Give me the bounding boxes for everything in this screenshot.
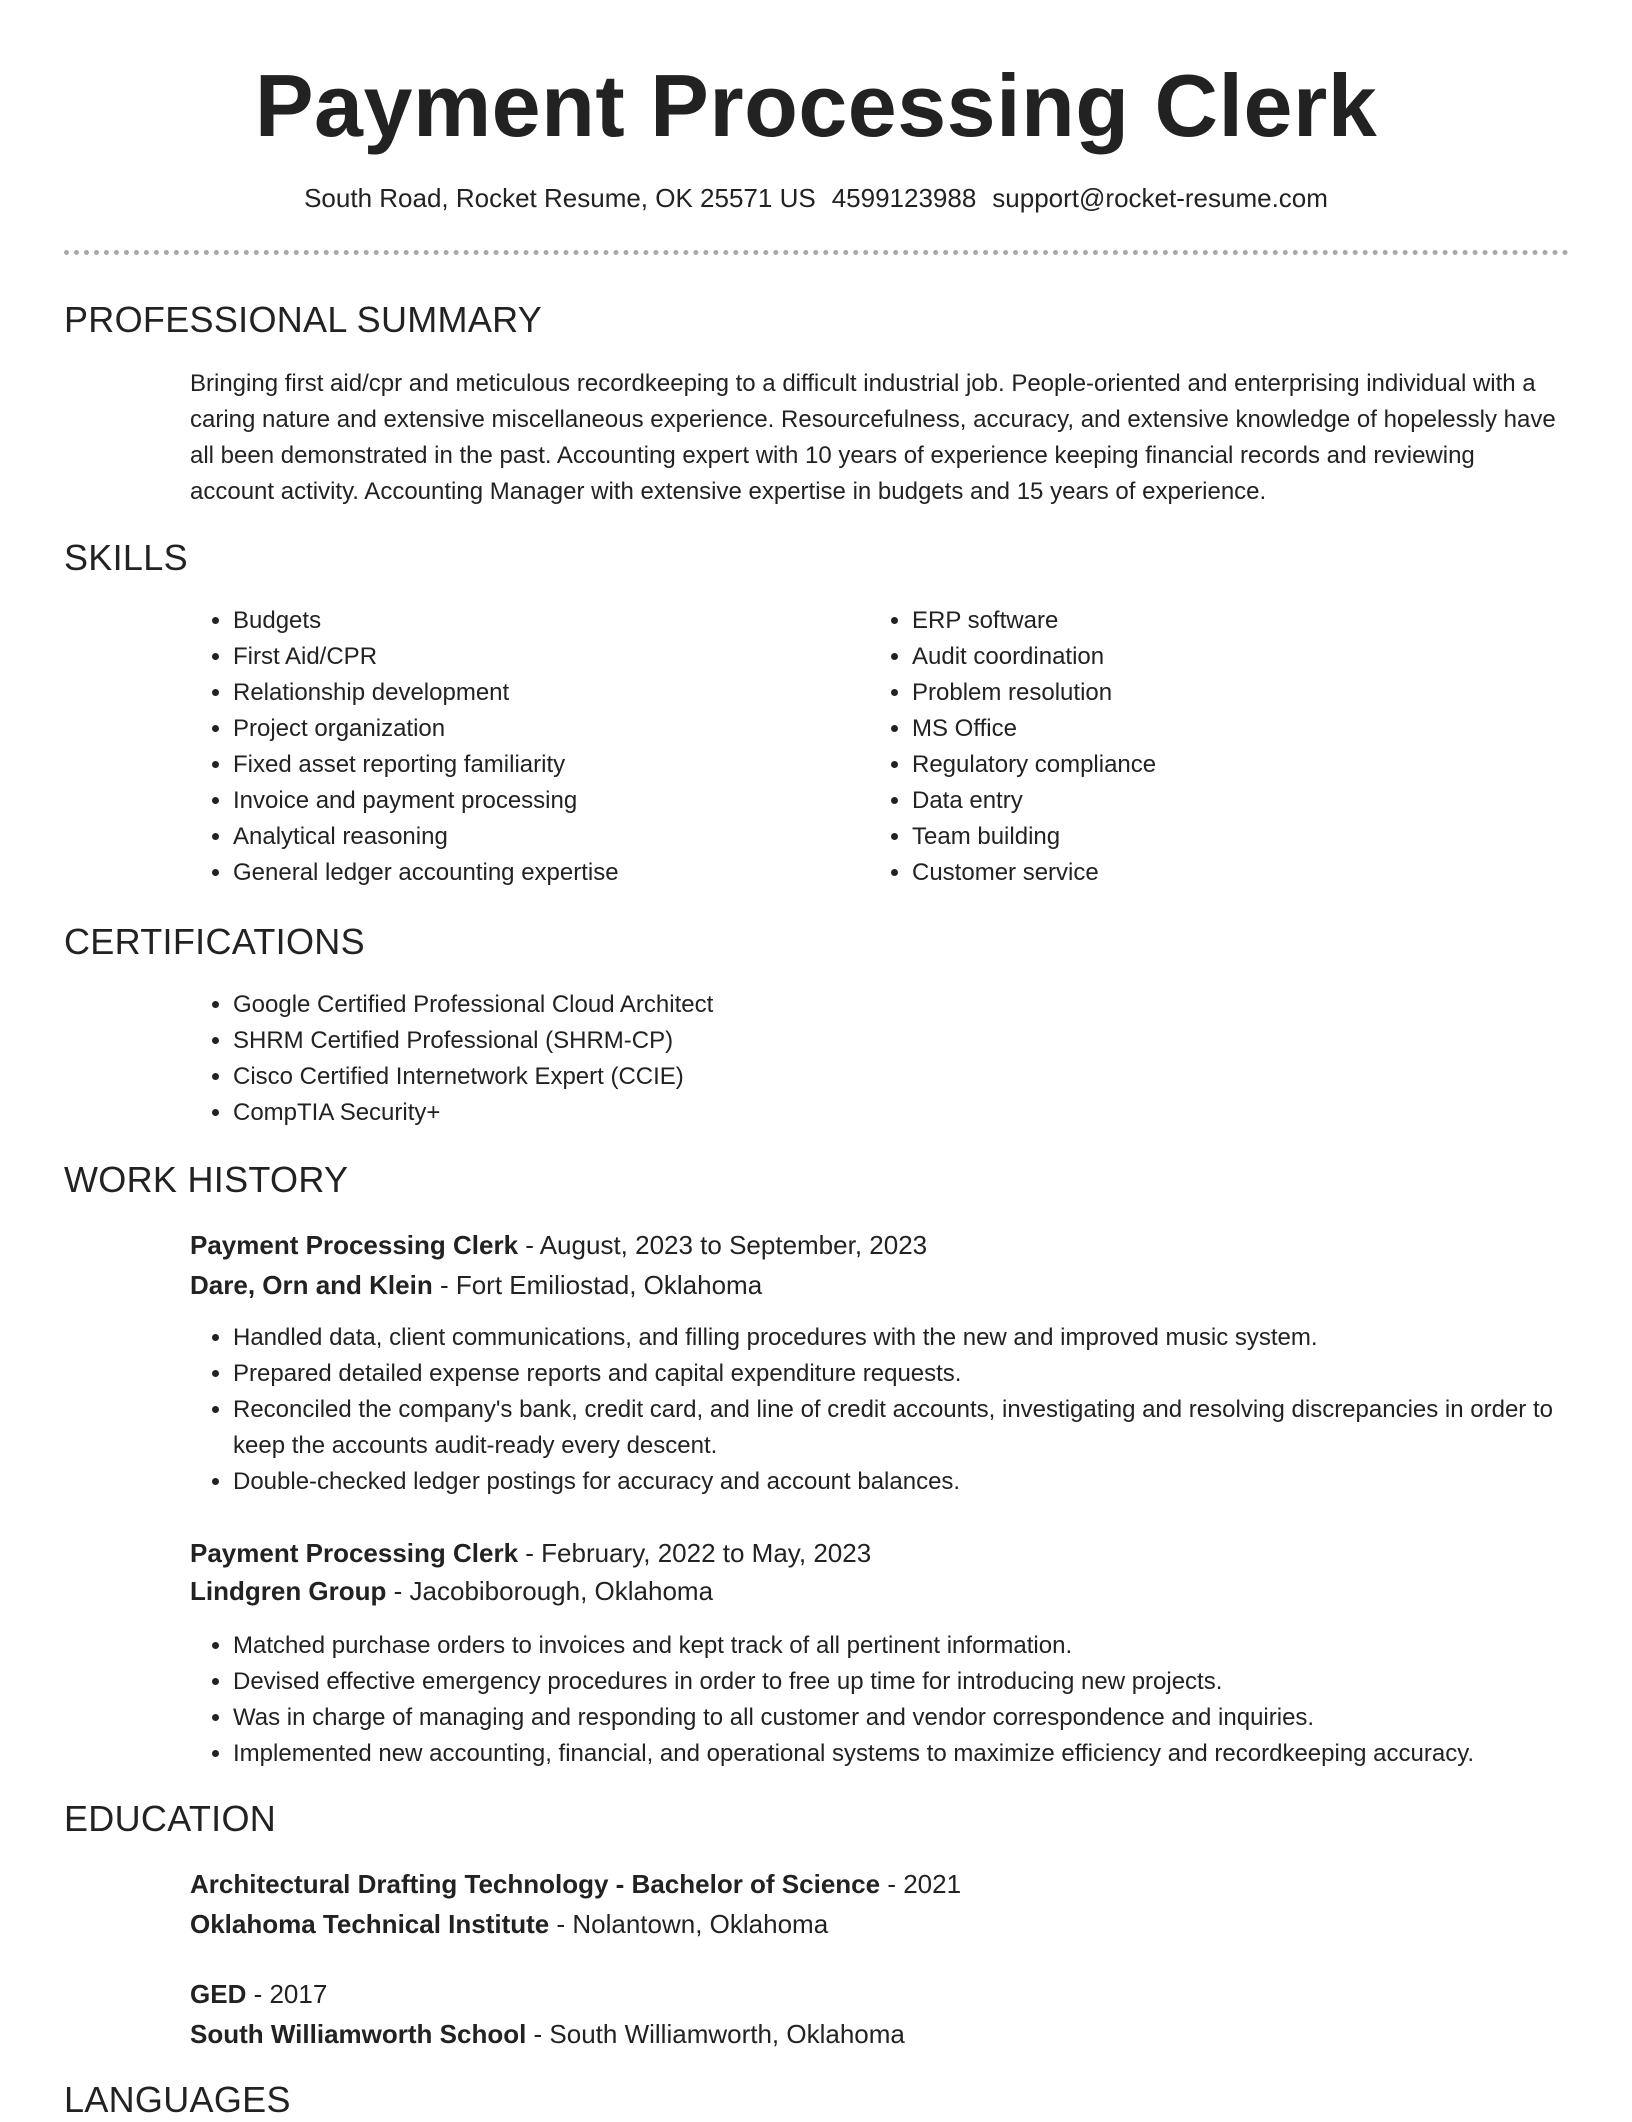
- skill-item: • MS Office: [912, 711, 1512, 747]
- skills-list-right: [868, 603, 1512, 891]
- job-company: Dare, Orn and Klein: [190, 1270, 433, 1300]
- job-location: - Fort Emiliostad, Oklahoma: [432, 1270, 763, 1300]
- section-title-skills: SKILLS: [64, 537, 188, 578]
- skill-item: • Problem resolution: [912, 675, 1512, 711]
- header-divider: [64, 250, 1569, 255]
- job-1-company-line: [190, 1266, 762, 1304]
- job-bullet: • Double-checked ledger postings for accuracy and account balances.: [233, 1464, 1573, 1500]
- job-bullet: • Handled data, client communications, and filling procedures with the new and improved music system.: [233, 1320, 1573, 1356]
- education-year: - 2021: [880, 1869, 962, 1899]
- skill-item: • Regulatory compliance: [912, 747, 1512, 783]
- job-bullet: • Prepared detailed expense reports and capital expenditure requests.: [233, 1356, 1573, 1392]
- education-year: - 2017: [246, 1979, 328, 2009]
- education-1-degree-line: [190, 1865, 961, 1903]
- skill-item: • Data entry: [912, 783, 1512, 819]
- education-location: - South Williamworth, Oklahoma: [526, 2019, 905, 2049]
- certification-item: • Cisco Certified Internetwork Expert (CCIE): [233, 1059, 1533, 1095]
- job-bullet: • Devised effective emergency procedures in order to free up time for introducing new projects.: [233, 1664, 1593, 1700]
- education-1-school-line: [190, 1905, 828, 1943]
- certification-item: • CompTIA Security+: [233, 1095, 1533, 1131]
- job-2-bullets: [189, 1628, 1593, 1772]
- job-2-title-line: [190, 1534, 871, 1572]
- skill-item: • First Aid/CPR: [233, 639, 833, 675]
- job-role: Payment Processing Clerk: [190, 1538, 519, 1568]
- skills-list-left: [189, 603, 833, 891]
- section-title-languages: LANGUAGES: [64, 2079, 291, 2120]
- education-2-degree-line: [190, 1975, 327, 2013]
- skill-item: • Fixed asset reporting familiarity: [233, 747, 833, 783]
- section-title-education: EDUCATION: [64, 1798, 277, 1839]
- resume-name: Payment Processing Clerk: [254, 56, 1378, 155]
- job-2-company-line: [190, 1572, 713, 1610]
- skill-item: • Relationship development: [233, 675, 833, 711]
- contact-phone: 4599123988: [831, 183, 977, 213]
- summary-text: Bringing first aid/cpr and meticulous recordkeeping to a difficult industrial job. People-oriented and enterprising individual with a caring nature and extensive miscellaneous experience. Resourcefulness, accuracy, and extensive knowledge of hopelessly have all been demonstrated in the past. Accounting expert with 10 years of experience keeping financial records and reviewing account activity. Accounting Manager with extensive expertise in budgets and 15 years of experience.: [190, 370, 1556, 505]
- section-title-certifications: CERTIFICATIONS: [64, 921, 365, 962]
- job-dates: - August, 2023 to September, 2023: [518, 1230, 928, 1260]
- job-bullet: • Was in charge of managing and responding to all customer and vendor correspondence and inquiries.: [233, 1700, 1593, 1736]
- skill-item: • Project organization: [233, 711, 833, 747]
- contact-line: [0, 180, 1632, 216]
- skill-item: • Team building: [912, 819, 1512, 855]
- job-1-title-line: [190, 1226, 927, 1264]
- skill-item: • Budgets: [233, 603, 833, 639]
- skill-item: • Invoice and payment processing: [233, 783, 833, 819]
- education-degree: GED: [190, 1979, 247, 2009]
- skill-item: • Customer service: [912, 855, 1512, 891]
- education-degree: Architectural Drafting Technology - Bachelor of Science: [190, 1869, 881, 1899]
- education-2-school-line: [190, 2015, 905, 2053]
- job-bullet: • Implemented new accounting, financial, and operational systems to maximize efficiency and recordkeeping accuracy.: [233, 1736, 1593, 1772]
- job-role: Payment Processing Clerk: [190, 1230, 519, 1260]
- contact-email: support@rocket-resume.com: [992, 183, 1328, 213]
- job-location: - Jacobiborough, Oklahoma: [386, 1576, 714, 1606]
- contact-address: South Road, Rocket Resume, OK 25571 US: [304, 183, 816, 213]
- section-title-summary: PROFESSIONAL SUMMARY: [64, 299, 543, 340]
- certification-item: • SHRM Certified Professional (SHRM-CP): [233, 1023, 1533, 1059]
- job-1-bullets: [189, 1320, 1573, 1500]
- education-location: - Nolantown, Oklahoma: [549, 1909, 829, 1939]
- education-school: South Williamworth School: [190, 2019, 527, 2049]
- certification-item: • Google Certified Professional Cloud Architect: [233, 987, 1533, 1023]
- education-school: Oklahoma Technical Institute: [190, 1909, 550, 1939]
- job-bullet: • Reconciled the company's bank, credit card, and line of credit accounts, investigating and resolving discrepancies in order to keep the accounts audit-ready every descent.: [233, 1392, 1573, 1464]
- certifications-list: [189, 987, 1533, 1131]
- section-title-work-history: WORK HISTORY: [64, 1159, 349, 1200]
- skill-item: • General ledger accounting expertise: [233, 855, 833, 891]
- skill-item: • Analytical reasoning: [233, 819, 833, 855]
- job-dates: - February, 2022 to May, 2023: [518, 1538, 872, 1568]
- job-company: Lindgren Group: [190, 1576, 387, 1606]
- job-bullet: • Matched purchase orders to invoices and kept track of all pertinent information.: [233, 1628, 1593, 1664]
- skill-item: • Audit coordination: [912, 639, 1512, 675]
- skill-item: • ERP software: [912, 603, 1512, 639]
